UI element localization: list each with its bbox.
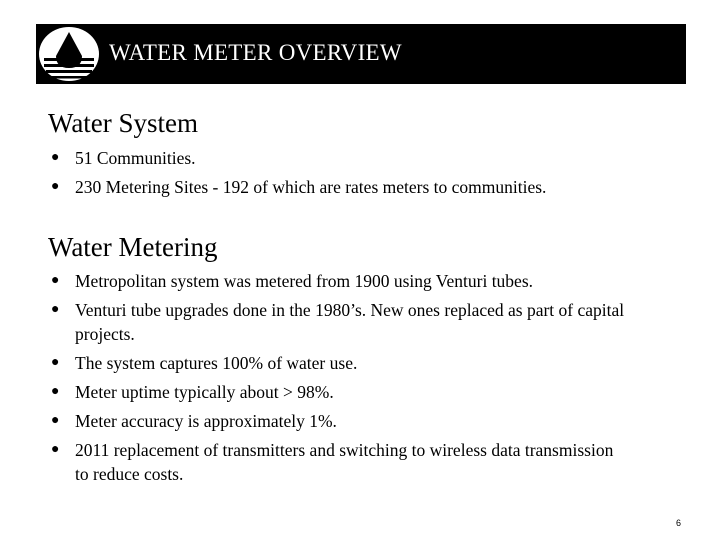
- water-drop-logo-icon: [38, 26, 100, 82]
- bullet-icon: ●: [51, 355, 60, 370]
- bullet-icon: ●: [51, 384, 60, 399]
- list-item: ● Meter accuracy is approximately 1%.: [51, 411, 337, 431]
- list-item: ● The system captures 100% of water use.: [51, 353, 358, 373]
- list-item: ● 2011 replacement of transmitters and switching to wireless data transmission to reduce costs.: [51, 440, 614, 484]
- bullet-icon: ●: [51, 413, 60, 428]
- bullet-list-water-metering: [48, 269, 678, 491]
- bullet-icon: ●: [51, 179, 60, 194]
- bullet-list-water-system: [48, 146, 678, 204]
- list-item: ● Metropolitan system was metered from 1900 using Venturi tubes.: [51, 271, 534, 291]
- bullet-icon: ●: [51, 150, 60, 165]
- list-item: ● Meter uptime typically about > 98%.: [51, 382, 334, 402]
- list-item: ● Venturi tube upgrades done in the 1980’s. New ones replaced as part of capital projects.: [51, 300, 625, 344]
- bullet-icon: ●: [51, 442, 60, 457]
- bullet-icon: ●: [51, 302, 60, 317]
- section-heading-water-metering: Water Metering: [48, 232, 218, 262]
- header-bar: [36, 24, 686, 84]
- section-heading-water-system: Water System: [48, 108, 199, 138]
- page-title: WATER METER OVERVIEW: [109, 40, 402, 65]
- page-number: 6: [676, 518, 682, 528]
- list-item: ● 230 Metering Sites - 192 of which are rates meters to communities.: [51, 177, 547, 197]
- list-item: ● 51 Communities.: [51, 148, 196, 168]
- bullet-icon: ●: [51, 273, 60, 288]
